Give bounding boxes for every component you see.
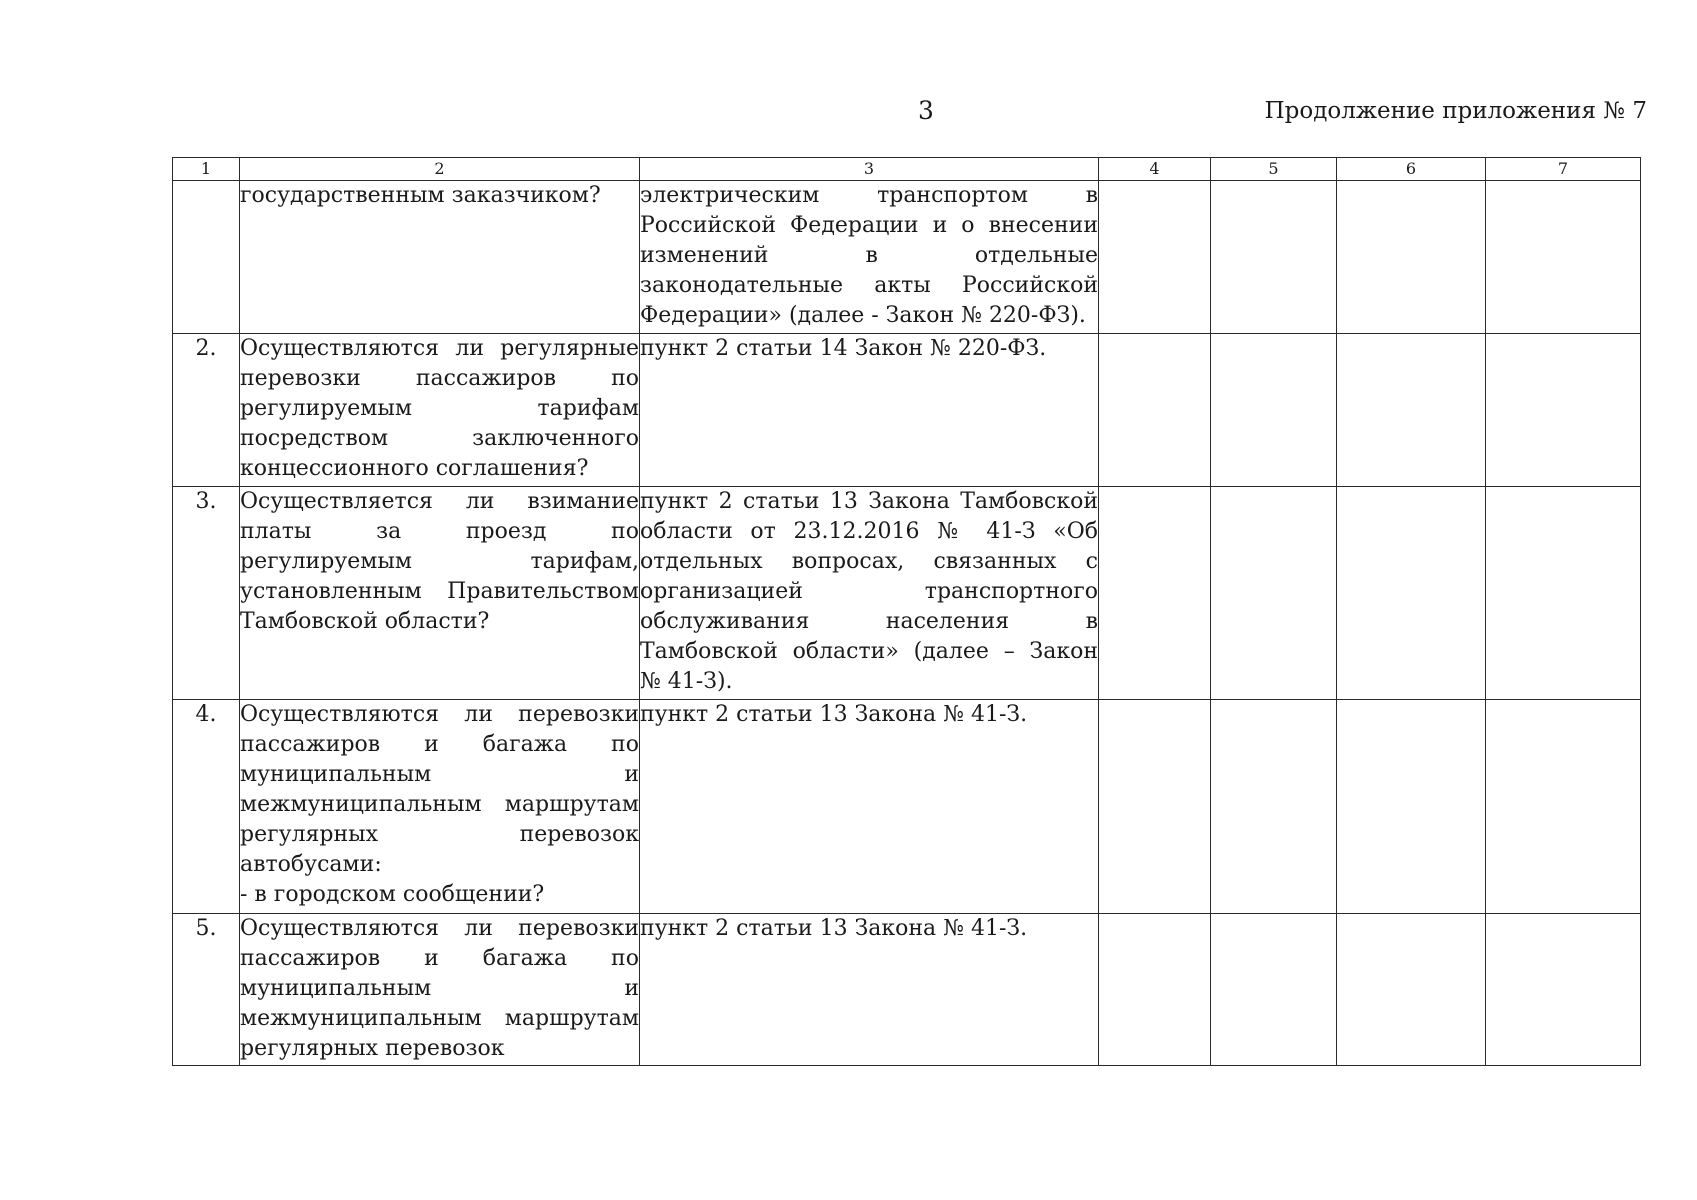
answer-cell-col-7[interactable]: [1486, 700, 1641, 914]
text-word: организацией: [640, 579, 803, 604]
answer-cell-col-5[interactable]: [1211, 700, 1337, 914]
answer-cell-col-7[interactable]: [1486, 181, 1641, 334]
text-word: муниципальным: [240, 976, 432, 1001]
text-word: тарифам: [537, 396, 639, 421]
text-line: [240, 700, 639, 730]
answer-cell-col-4[interactable]: [1099, 700, 1211, 914]
text-word: концессионного соглашения?: [240, 456, 589, 481]
text-word: отдельных вопросах, связанных с: [640, 549, 1098, 574]
text-word: и: [624, 762, 639, 787]
answer-cell-col-4[interactable]: [1099, 914, 1211, 1066]
text-word: пассажиров: [240, 732, 381, 757]
text-word: пассажиров: [415, 366, 557, 391]
legal-reference-cell: [640, 334, 1099, 487]
answer-cell-col-7[interactable]: [1486, 334, 1641, 487]
answer-cell-col-5[interactable]: [1211, 487, 1337, 700]
text-line: [240, 394, 639, 424]
text-line: [240, 974, 639, 1004]
appendix-note: Продолжение приложения № 7: [1264, 98, 1647, 124]
text-line: [640, 577, 1098, 607]
table-row: [173, 914, 1641, 1066]
text-word: по: [611, 519, 639, 544]
text-word: перевозки: [518, 702, 639, 727]
text-line: [240, 364, 639, 394]
answer-cell-col-5[interactable]: [1211, 334, 1337, 487]
legal-reference-cell: [640, 181, 1099, 334]
question-cell: [240, 914, 640, 1066]
text-word: тарифам,: [530, 549, 639, 574]
row-number: 2.: [173, 334, 240, 487]
text-word: регулярных: [240, 822, 379, 847]
text-line: [640, 637, 1098, 667]
text-word: транспортного: [924, 579, 1098, 604]
text-word: платы: [240, 519, 312, 544]
text-line: [240, 577, 639, 607]
text-line: [640, 914, 1098, 944]
text-word: регулируемым: [240, 396, 412, 421]
text-word: транспортом: [877, 183, 1028, 208]
text-line: [640, 271, 1098, 301]
text-word: регулярных: [240, 1036, 379, 1061]
text-line: [640, 607, 1098, 637]
text-word: акты: [874, 273, 931, 298]
answer-cell-col-6[interactable]: [1337, 334, 1486, 487]
question-cell: [240, 334, 640, 487]
text-word: изменений: [640, 243, 769, 268]
text-line: [240, 517, 639, 547]
text-line: [640, 517, 1098, 547]
text-word: в: [1085, 183, 1098, 208]
answer-cell-col-4[interactable]: [1099, 334, 1211, 487]
question-cell: [240, 181, 640, 334]
text-word: Тамбовской области?: [240, 609, 490, 634]
text-word: ли: [464, 702, 493, 727]
text-word: Осуществляются: [240, 916, 440, 941]
question-cell: [240, 487, 640, 700]
row-number: 3.: [173, 487, 240, 700]
page-number: 3: [918, 96, 934, 125]
text-line: [640, 487, 1098, 517]
text-word: багажа: [482, 732, 568, 757]
text-word: государственным заказчиком?: [240, 183, 601, 208]
answer-cell-col-6[interactable]: [1337, 487, 1486, 700]
text-word: - в городском сообщении?: [240, 882, 545, 907]
text-line: [240, 730, 639, 760]
text-word: регулярные: [500, 336, 639, 361]
text-line: [640, 334, 1098, 364]
text-line: [240, 944, 639, 974]
text-word: перевозки: [240, 366, 361, 391]
text-word: отдельные: [974, 243, 1098, 268]
text-word: Осуществляются: [240, 336, 440, 361]
text-word: области от 23.12.2016 № 41-З «Об: [640, 519, 1098, 544]
text-line: [240, 914, 639, 944]
text-word: установленным Правительством: [240, 579, 639, 604]
text-word: пассажиров: [240, 946, 381, 971]
text-line: [240, 820, 639, 850]
answer-cell-col-5[interactable]: [1211, 181, 1337, 334]
text-word: пункт 2 статьи 13 Закона № 41-З.: [640, 702, 1028, 727]
answer-cell-col-4[interactable]: [1099, 181, 1211, 334]
text-word: Российской Федерации и о внесении: [640, 213, 1098, 238]
text-word: перевозок: [385, 1036, 505, 1061]
text-line: [640, 241, 1098, 271]
text-line: [240, 1004, 639, 1034]
text-word: Осуществляются: [240, 702, 440, 727]
answer-cell-col-6[interactable]: [1337, 700, 1486, 914]
text-word: Осуществляется: [240, 489, 433, 514]
text-line: [240, 850, 639, 880]
text-word: по: [611, 732, 639, 757]
text-word: и: [424, 946, 439, 971]
text-line: [240, 454, 639, 484]
row-number: 5.: [173, 914, 240, 1066]
table-row: [173, 487, 1641, 700]
text-word: населения: [885, 609, 1010, 634]
text-word: взимание: [527, 489, 639, 514]
text-word: межмуниципальным маршрутам: [240, 792, 639, 817]
text-word: по: [611, 946, 639, 971]
text-line: [240, 790, 639, 820]
text-word: муниципальным: [240, 762, 432, 787]
text-word: в: [865, 243, 878, 268]
text-line: [640, 181, 1098, 211]
column-header: 7: [1486, 158, 1641, 181]
text-line: [240, 1034, 639, 1064]
text-word: за: [376, 519, 402, 544]
text-word: ли: [465, 489, 495, 514]
text-line: [640, 547, 1098, 577]
text-word: законодательные: [640, 273, 844, 298]
text-line: [240, 880, 639, 910]
column-header: 6: [1337, 158, 1486, 181]
text-word: обслуживания: [640, 609, 810, 634]
text-line: [640, 211, 1098, 241]
answer-cell-col-4[interactable]: [1099, 487, 1211, 700]
text-word: пункт 2 статьи 13 Закона Тамбовской: [640, 489, 1098, 514]
text-line: [240, 547, 639, 577]
text-word: багажа: [482, 946, 568, 971]
column-header: 4: [1099, 158, 1211, 181]
text-word: автобусами:: [240, 852, 382, 877]
text-word: и: [624, 976, 639, 1001]
text-word: в: [1085, 609, 1098, 634]
text-word: перевозок: [519, 822, 639, 847]
text-word: межмуниципальным маршрутам: [240, 1006, 639, 1031]
answer-cell-col-6[interactable]: [1337, 914, 1486, 1066]
row-number: [173, 181, 240, 334]
text-line: [640, 700, 1098, 730]
legal-reference-cell: [640, 487, 1099, 700]
table-row: [173, 700, 1641, 914]
text-line: [240, 424, 639, 454]
answer-cell-col-5[interactable]: [1211, 914, 1337, 1066]
text-line: [640, 667, 1098, 697]
text-word: № 41-З).: [640, 669, 733, 694]
text-line: [240, 607, 639, 637]
text-word: Тамбовской области» (далее – Закон: [640, 639, 1098, 664]
text-word: проезд: [465, 519, 547, 544]
text-word: и: [424, 732, 439, 757]
text-line: [240, 487, 639, 517]
text-word: пункт 2 статьи 13 Закона № 41-З.: [640, 916, 1028, 941]
text-word: электрическим: [640, 183, 820, 208]
text-word: Российской: [961, 273, 1098, 298]
text-word: перевозки: [518, 916, 639, 941]
column-header: 1: [173, 158, 240, 181]
text-word: ли: [464, 916, 493, 941]
column-number-row: [173, 158, 1641, 181]
text-word: заключенного: [472, 426, 639, 451]
legal-reference-cell: [640, 914, 1099, 1066]
question-cell: [240, 700, 640, 914]
text-line: [640, 301, 1098, 331]
text-line: [240, 760, 639, 790]
column-header: 2: [240, 158, 640, 181]
text-word: ли: [455, 336, 484, 361]
text-line: [240, 334, 639, 364]
answer-cell-col-6[interactable]: [1337, 181, 1486, 334]
checklist-table: [172, 157, 1641, 1066]
text-word: посредством: [240, 426, 389, 451]
text-word: Федерации» (далее - Закон № 220-ФЗ).: [640, 303, 1086, 328]
legal-reference-cell: [640, 700, 1099, 914]
table-row: [173, 334, 1641, 487]
answer-cell-col-7[interactable]: [1486, 914, 1641, 1066]
column-header: 3: [640, 158, 1099, 181]
text-line: [240, 181, 639, 211]
column-header: 5: [1211, 158, 1337, 181]
text-word: пункт 2 статьи 14 Закон № 220-ФЗ.: [640, 336, 1047, 361]
answer-cell-col-7[interactable]: [1486, 487, 1641, 700]
text-word: по: [611, 366, 639, 391]
table-row: [173, 181, 1641, 334]
text-word: регулируемым: [240, 549, 412, 574]
row-number: 4.: [173, 700, 240, 914]
